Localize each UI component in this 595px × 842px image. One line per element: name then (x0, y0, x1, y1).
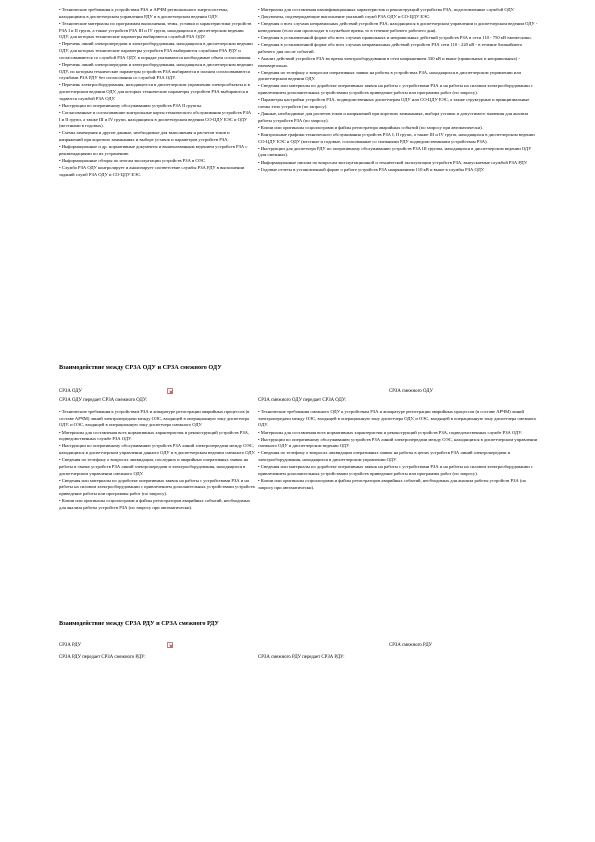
list-item: • Копии или оригиналы осциллограмм и файлы регистраторов аварийных событий, необходимых для анализа работы устройств РЗА (по запросу при автоматически). (59, 498, 251, 510)
list-item: • Материалы для составления всех нормативных характеристик и реконструкций устройств РЗА, подведомственных службе РЗА ОДУ. (258, 429, 522, 435)
section-1-left-label: СРЗА ОДУ (59, 389, 82, 394)
list-item: • Параметры настройки устройств РЗА, подведомственных диспетчерам ОДУ или СО-ЦДУ ЕЭС, а также структурные и принципиальные схемы этих устройств (по запросу). (258, 97, 530, 109)
list-item: • Документы, подтверждающие выполнение указаний служб РЗА ОДУ и СО-ЦДУ ЕЭС. (258, 14, 431, 20)
list-item: • Служба РЗА ОДУ контролирует и анализирует соответствие службы РЗА РДУ в выполнении заданий служб РЗА ОДУ и СО-ЦДУ ЕЭС. (59, 165, 245, 177)
list-item: • Инструкции по оперативному обслуживанию устройств РЗА линий электропередачи между ОЭС, находящихся в диспетчерском управлении данного ОДУ и в диспетчерском ведении смежного ОДУ. (59, 443, 256, 455)
list-item: • Информационные письма по вопросам эксплуатационной и технической эксплуатации устройств РЗА, выпускаемые службой РЗА РДУ. (258, 159, 528, 165)
list-item: • Согласованные и согласовавшие контрольные карты технического обслуживания устройств РЗА I и II групп, а также III и IV групп, находящихся в диспетчерском ведении СО-ЦДУ ЕЭС и ОДУ (местными в годовых). (59, 109, 252, 129)
list-item: • Годовые отчеты в установленной форме о работе устройств РЗА напряжением 110 кВ и выше в службы РЗА ОДУ. (258, 166, 485, 172)
broken-image-icon (167, 642, 173, 648)
list-item: • Технические требования к устройствам РЗА и АРЧМ регионального энергосистемы, находящимся в диспетчерском управлении РДУ и в диспетчерском ведении ОДУ. (59, 7, 229, 19)
list-item: • Анализ действий устройств РЗА во время электрооборудования в сети напряжением 330 кВ и выше (правильных и неправильных) - ежеквартально. (258, 55, 520, 68)
list-item: • Сведения или материалы по доработке оперативных заявок на работы с устройствами РЗА и на работы на силовом электрооборудовании с привлечением дополнительных устройствами устройств приведение работы или программы работ (по запросу). (59, 477, 255, 496)
top-left-column (59, 7, 253, 179)
list-item: • Сведения в установленной форме обо всех случаях правильных и неправильных действий устройств РЗА в сети 110 - 750 кВ ежемесячно. (258, 34, 532, 40)
list-item: • Технические материалы по программам выполнения, темы, уставки и характеристики устройств РЗА I и II групп, а также устройств РЗА III и IV групп, находящихся в диспетчерском ведении ОДУ, для которых технические параметры выбираются службой РЗА ОДУ. (59, 20, 252, 40)
section-2-heading: Взаимодействие между СРЗА РДУ и СРЗА смежного РДУ (59, 620, 219, 627)
list-item: • Информационные и др. нормативные документы и вышеназванным ведением устройств РЗА с рекомендациями по их устранению. (59, 144, 248, 156)
list-item: • Перечень линий электропередачи и электрооборудования, находящихся в диспетчерском ведении ОДУ, по которым технические параметры устройств РЗА выбираются в полном согласовываются службами РЗА РДУ без согласования со службой РЗА ОДУ. (59, 61, 253, 81)
list-item: • Сведения в установленной форме обо всех случаях неправильных действий устройств РЗА сети 110 - 220 кВ - в течение ближайшего рабочего дня после событий. (258, 42, 523, 54)
section-1-left-column (59, 409, 256, 512)
list-item: • Сведения или материалы по доработке оперативных заявок на работы с устройствами РЗА и на работы на силовом электрооборудовании с привлечением дополнительных устройствами устройств приведение работы или программы работ (по запросу). (258, 83, 533, 96)
section-2-left-label: СРЗА РДУ (59, 643, 82, 648)
list-item: • Сведения по телефону о вопросам оперативных заявок на работы в устройствах РЗА, находящихся в диспетчерском управлении или диспетчерском ведении ОДУ. (258, 69, 521, 82)
list-item: • Перечень линий электропередачи и электрооборудования, находящихся в диспетчерском ведении ОДУ, для которых технические параметры устройств РЗА выбираются службами РЗА РДУ и согласовываются со службой РЗА ОДУ, в порядке указываются необходимые объем согласования. (59, 41, 253, 60)
section-1-right-subheading: СРЗА смежного ОДУ передает СРЗА ОДУ: (258, 398, 347, 403)
list-item: • Данные, необходимые для расчетов токов и напряжений при коротких замыканиях, выбора уставок и допустимого значения для анализа работы устройств РЗА (по запросу). (258, 111, 529, 123)
list-item: • Схемы замещения и другие данные, необходимые для выполнения и расчетов токов и напряжений при коротких замыканиях и выборе уставок и параметров устройств РЗА. (59, 130, 230, 143)
section-2-right-subheading: СРЗА смежного РДУ передает СРЗА РДУ: (258, 655, 345, 660)
list-item: • Копии или оригиналы осциллограмм и файлы регистратора аварийных событий (по запросу при автоматически). (258, 124, 483, 130)
list-item: • Сведения или материалы по доработке оперативных заявок на работы с устройствами РЗА и на работы на силовом электрооборудовании с привлечением дополнительных устройствами устройств приведение работы или программы работ (по запросу). (258, 464, 533, 476)
list-item: • Инструкции для диспетчера РДУ по оперативному обслуживанию устройств РЗА III группы, находящихся в диспетчерском ведении ОДУ (для смежных). (258, 145, 532, 158)
list-item: • Сведения о всех случаях неправильных действий устройств РЗА, находящихся в диспетчерском управлении и диспетчерском ведении ОДУ - немедленно (если они происходят в служебное время, то в течение рабочего рабочего дня). (258, 21, 538, 33)
list-item: • Материалы для составления всех нормативных характеристик и реконструкций устройств РЗА, подведомственных службе РЗА ОДУ. (59, 429, 250, 442)
section-1-heading: Взаимодействие между СРЗА ОДУ и СРЗА смежного ОДУ (59, 364, 222, 371)
list-item: • Копии или оригиналы осциллограмм и файлы регистраторов аварийных событий, необходимых для анализа работы устройств РЗА (по запросу при автоматически). (258, 477, 527, 490)
broken-image-icon (167, 388, 173, 394)
list-item: • Технические требования к устройствам РЗА и аппаратуре регистрации аварийных процессов (в составе АРЧМ) линий электропередачи между ОЭС, входящей в операционную зону диспетчера ОДУ, и ОЭС, входящей в операционную зону диспетчера смежного ОДУ. (59, 409, 250, 428)
list-item: • Технические требования смежного ОДУ к устройствам РЗА и аппаратуре регистрации аварийных процессов (в составе АРЧМ) линий электропередачи между ОЭС, входящей в операционную зону диспетчера ОДУ, и ОЭС, входящей в операционную зону диспетчера смежного ОДУ. (258, 409, 537, 428)
section-1-right-column (258, 409, 538, 492)
top-right-column (258, 7, 538, 174)
list-item: • Контрольные графики технического обслуживания устройств РЗА I, II групп, а также III и IV групп, находящихся в диспетчерском ведении СО-ЦДУ ЕЭС и ОДУ (местные и годовые, согласованные со смежными РДУ подведомственными устройствам РЗА). (258, 131, 535, 144)
section-2-left-subheading: СРЗА РДУ передает СРЗА смежного РДУ: (59, 655, 146, 660)
section-1-right-label: СРЗА смежного ОДУ (389, 389, 433, 394)
list-item: • Инструкции по оперативному обслуживанию устройств РЗА линий электропередачи между ОЭС, находящихся в диспетчерском управлении смежного ОДУ и диспетчерском ведении ОДУ. (258, 436, 538, 449)
list-item: • Сведения по телефону о вопросах ликвидации, последних и аварийных оперативных заявок на работы в связях устройств РЗА линий электропередачи и электрооборудования, находящихся в диспетчерском управлении смежного ОДУ. (59, 457, 249, 476)
list-item: • Инструкции по оперативному обслуживанию устройств РЗА II группы. (59, 102, 202, 108)
list-item: • Материалы для составления квалификационных характеристик и реконструкций устройства РЗА, подготовленные службой ОДУ. (258, 7, 515, 12)
section-2-right-label: СРЗА смежного РДУ (389, 643, 433, 648)
section-1-left-subheading: СРЗА ОДУ передает СРЗА смежного ОДУ: (59, 398, 148, 403)
list-item: • Информационные обзоры по итогам эксплуатации устройств РЗА в ОЭС. (59, 157, 206, 163)
list-item: • Перечень электрооборудования, находящегося в диспетчерском управлении электрообъекты и в диспетчерском ведении ОДУ, для которых технические параметры устройств РЗА выбираются и задаются службой РЗА ОДУ. (59, 82, 250, 101)
list-item: • Сведения по телефону о вопросах ликвидации оперативных заявок на работы в цепях устройств РЗА линий электропередачи и электрооборудования, находящихся в диспетчерском управлении ОДУ. (258, 450, 511, 463)
